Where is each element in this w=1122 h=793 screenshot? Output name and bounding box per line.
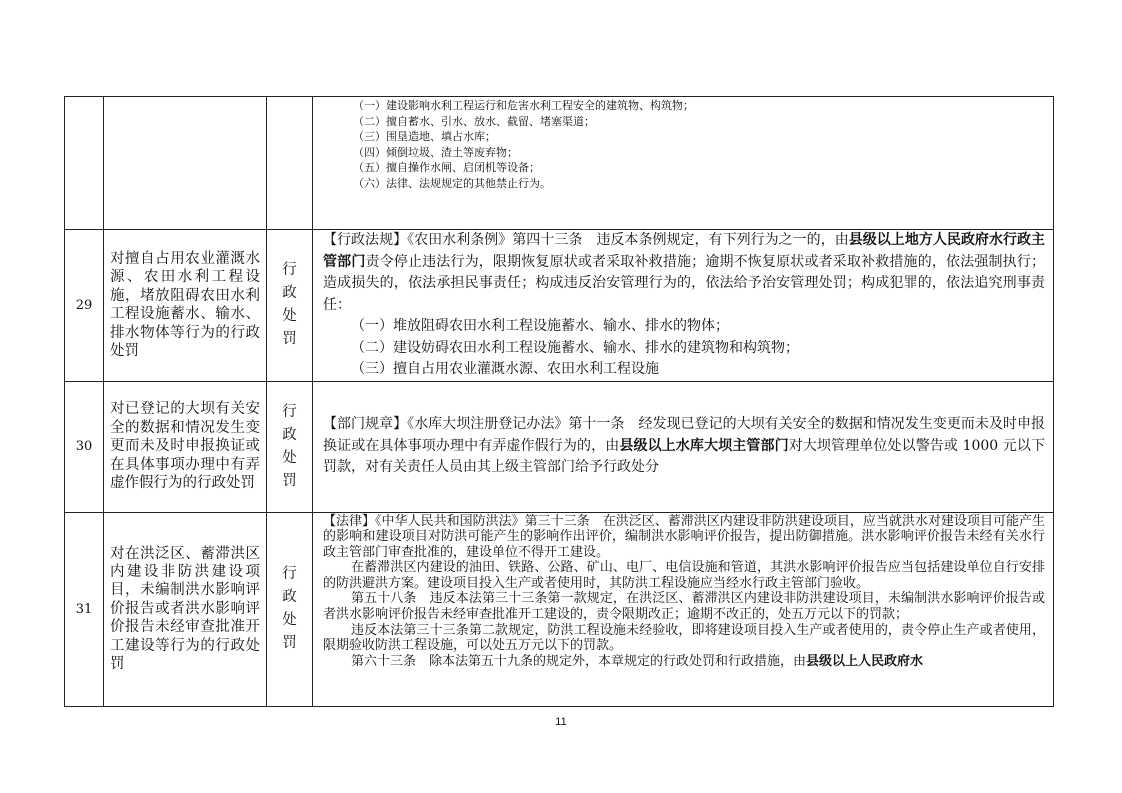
penalty-type-char: 罚 — [282, 635, 297, 651]
penalty-type — [267, 230, 313, 382]
penalty-type-char: 政 — [282, 285, 297, 302]
row-number: 30 — [65, 381, 104, 512]
basis-paragraph: 【法律】《中华人民共和国防洪法》第三十三条 在洪泛区、蓄滞洪区内建设非防洪建设项目，应当就洪水对建设项目可能产生的影响和建设项目对防洪可能产生的影响作出评价，编制洪水影响评价报告，提出防御措施。洪水影响评价报告未经有关水行政主管部门审查批准的，建设单位不得开工建设。 — [323, 513, 1045, 560]
penalty-type-char: 行 — [282, 566, 297, 582]
basis-text: 对大坝管理单位处以警告或 1000 元以下罚款，对有关责任人员由其上级主管部门给予行政处分 — [323, 437, 1046, 476]
basis-paragraph — [323, 654, 1045, 670]
page-number: 11 — [555, 716, 567, 728]
penalty-type-char: 处 — [282, 612, 297, 628]
basis-item: （二）擅自蓄水、引水、放水、截留、堵塞渠道； — [353, 114, 595, 128]
basis-item: （二）建设妨碍农田水利工程设施蓄水、输水、排水的建筑物和构筑物； — [351, 339, 799, 356]
basis-item: （三）擅自占用农业灌溉水源、农田水利工程设施 — [351, 361, 659, 377]
basis-item: （四）倾倒垃圾、渣土等废弃物； — [353, 145, 518, 159]
table-row — [65, 512, 1054, 706]
item-name — [104, 97, 267, 230]
legal-basis — [313, 381, 1054, 512]
basis-item: （六）法律、法规规定的其他禁止行为。 — [353, 176, 551, 190]
penalty-type — [267, 97, 313, 230]
penalty-type-char: 行 — [282, 262, 297, 279]
row-number: 29 — [65, 230, 104, 382]
table-row — [65, 97, 1054, 230]
penalty-type-char: 罚 — [282, 472, 297, 489]
table-row — [65, 381, 1054, 512]
basis-item: （三）围垦造地、填占水库； — [353, 130, 496, 143]
penalty-table — [64, 96, 1054, 707]
item-name: 对擅自占用农业灌溉水源、农田水利工程设施，堵放阻碍农田水利工程设施蓄水、输水、排水物体等行为的行政处罚 — [104, 230, 267, 382]
authority-text: 县级以上地方人民政府水行政主管部门 — [323, 232, 1046, 270]
legal-basis — [313, 512, 1054, 706]
basis-item: （一）堆放阻碍农田水利工程设施蓄水、输水、排水的物体； — [351, 318, 729, 334]
basis-text: 【部门规章】《水库大坝注册登记办法》第十一条 经发现已登记的大坝有关安全的数据和情况发生变更而未及时申报换证或在具体事项办理中有弄虚作假行为的，由 — [323, 416, 1045, 454]
table-row — [65, 230, 1054, 382]
row-number — [65, 97, 104, 230]
basis-text: 第六十三条 除本法第五十九条的规定外，本章规定的行政处罚和行政措施，由 — [351, 653, 807, 669]
basis-item: （一）建设影响水利工程运行和危害水利工程安全的建筑物、构筑物； — [353, 99, 694, 112]
basis-paragraph: 在蓄滞洪区内建设的油田、铁路、公路、矿山、电厂、电信设施和管道，其洪水影响评价报告应当包括建设单位自行安排的防洪避洪方案。建设项目投入生产或者使用时，其防洪工程设施应当经水行政主管部门验收。 — [323, 560, 1045, 591]
basis-paragraph: 第五十八条 违反本法第三十三条第一款规定，在洪泛区、蓄滞洪区内建设非防洪建设项目，未编制洪水影响评价报告或者洪水影响评价报告未经审查批准开工建设的，责令限期改正；逾期不改正的，处五万元以下的罚款； — [323, 591, 1045, 623]
basis-paragraph: 违反本法第三十三条第二款规定，防洪工程设施未经验收，即将建设项目投入生产或者使用的，责令停止生产或者使用，限期验收防洪工程设施，可以处五万元以下的罚款。 — [323, 622, 1045, 654]
penalty-type-char: 处 — [282, 449, 297, 466]
authority-text: 县级以上人民政府水 — [806, 653, 924, 669]
penalty-type-char: 政 — [282, 589, 297, 605]
penalty-type-char: 处 — [282, 308, 297, 325]
penalty-type-char: 行 — [282, 403, 297, 420]
legal-basis — [313, 230, 1054, 382]
basis-text: 责令停止违法行为，限期恢复原状或者采取补救措施；逾期不恢复原状或者采取补救措施的，依法强制执行；造成损失的，依法承担民事责任；构成违反治安管理行为的，依法给予治安管理处罚；构成犯罪的，依法追究刑事责任： — [323, 253, 1046, 313]
penalty-type-char: 罚 — [282, 331, 297, 348]
basis-paragraph — [323, 414, 1045, 479]
basis-text: 【行政法规】《农田水利条例》第四十三条 违反本条例规定，有下列行为之一的，由 — [323, 232, 849, 248]
penalty-type-char: 政 — [282, 426, 297, 443]
item-name: 对已登记的大坝有关安全的数据和情况发生变更而未及时申报换证或在具体事项办理中有弄虚作假行为的行政处罚 — [104, 381, 267, 512]
authority-text: 县级以上水库大坝主管部门 — [619, 437, 789, 454]
row-number: 31 — [65, 512, 104, 706]
penalty-type — [267, 512, 313, 706]
penalty-type — [267, 381, 313, 512]
item-name: 对在洪泛区、蓄滞洪区内建设非防洪建设项目，未编制洪水影响评价报告或者洪水影响评价报告未经审查批准开工建设等行为的行政处罚 — [104, 512, 267, 706]
legal-basis — [313, 97, 1054, 230]
basis-paragraph — [323, 230, 1045, 316]
basis-item: （五）擅自操作水闸、启闭机等设备； — [353, 161, 540, 174]
